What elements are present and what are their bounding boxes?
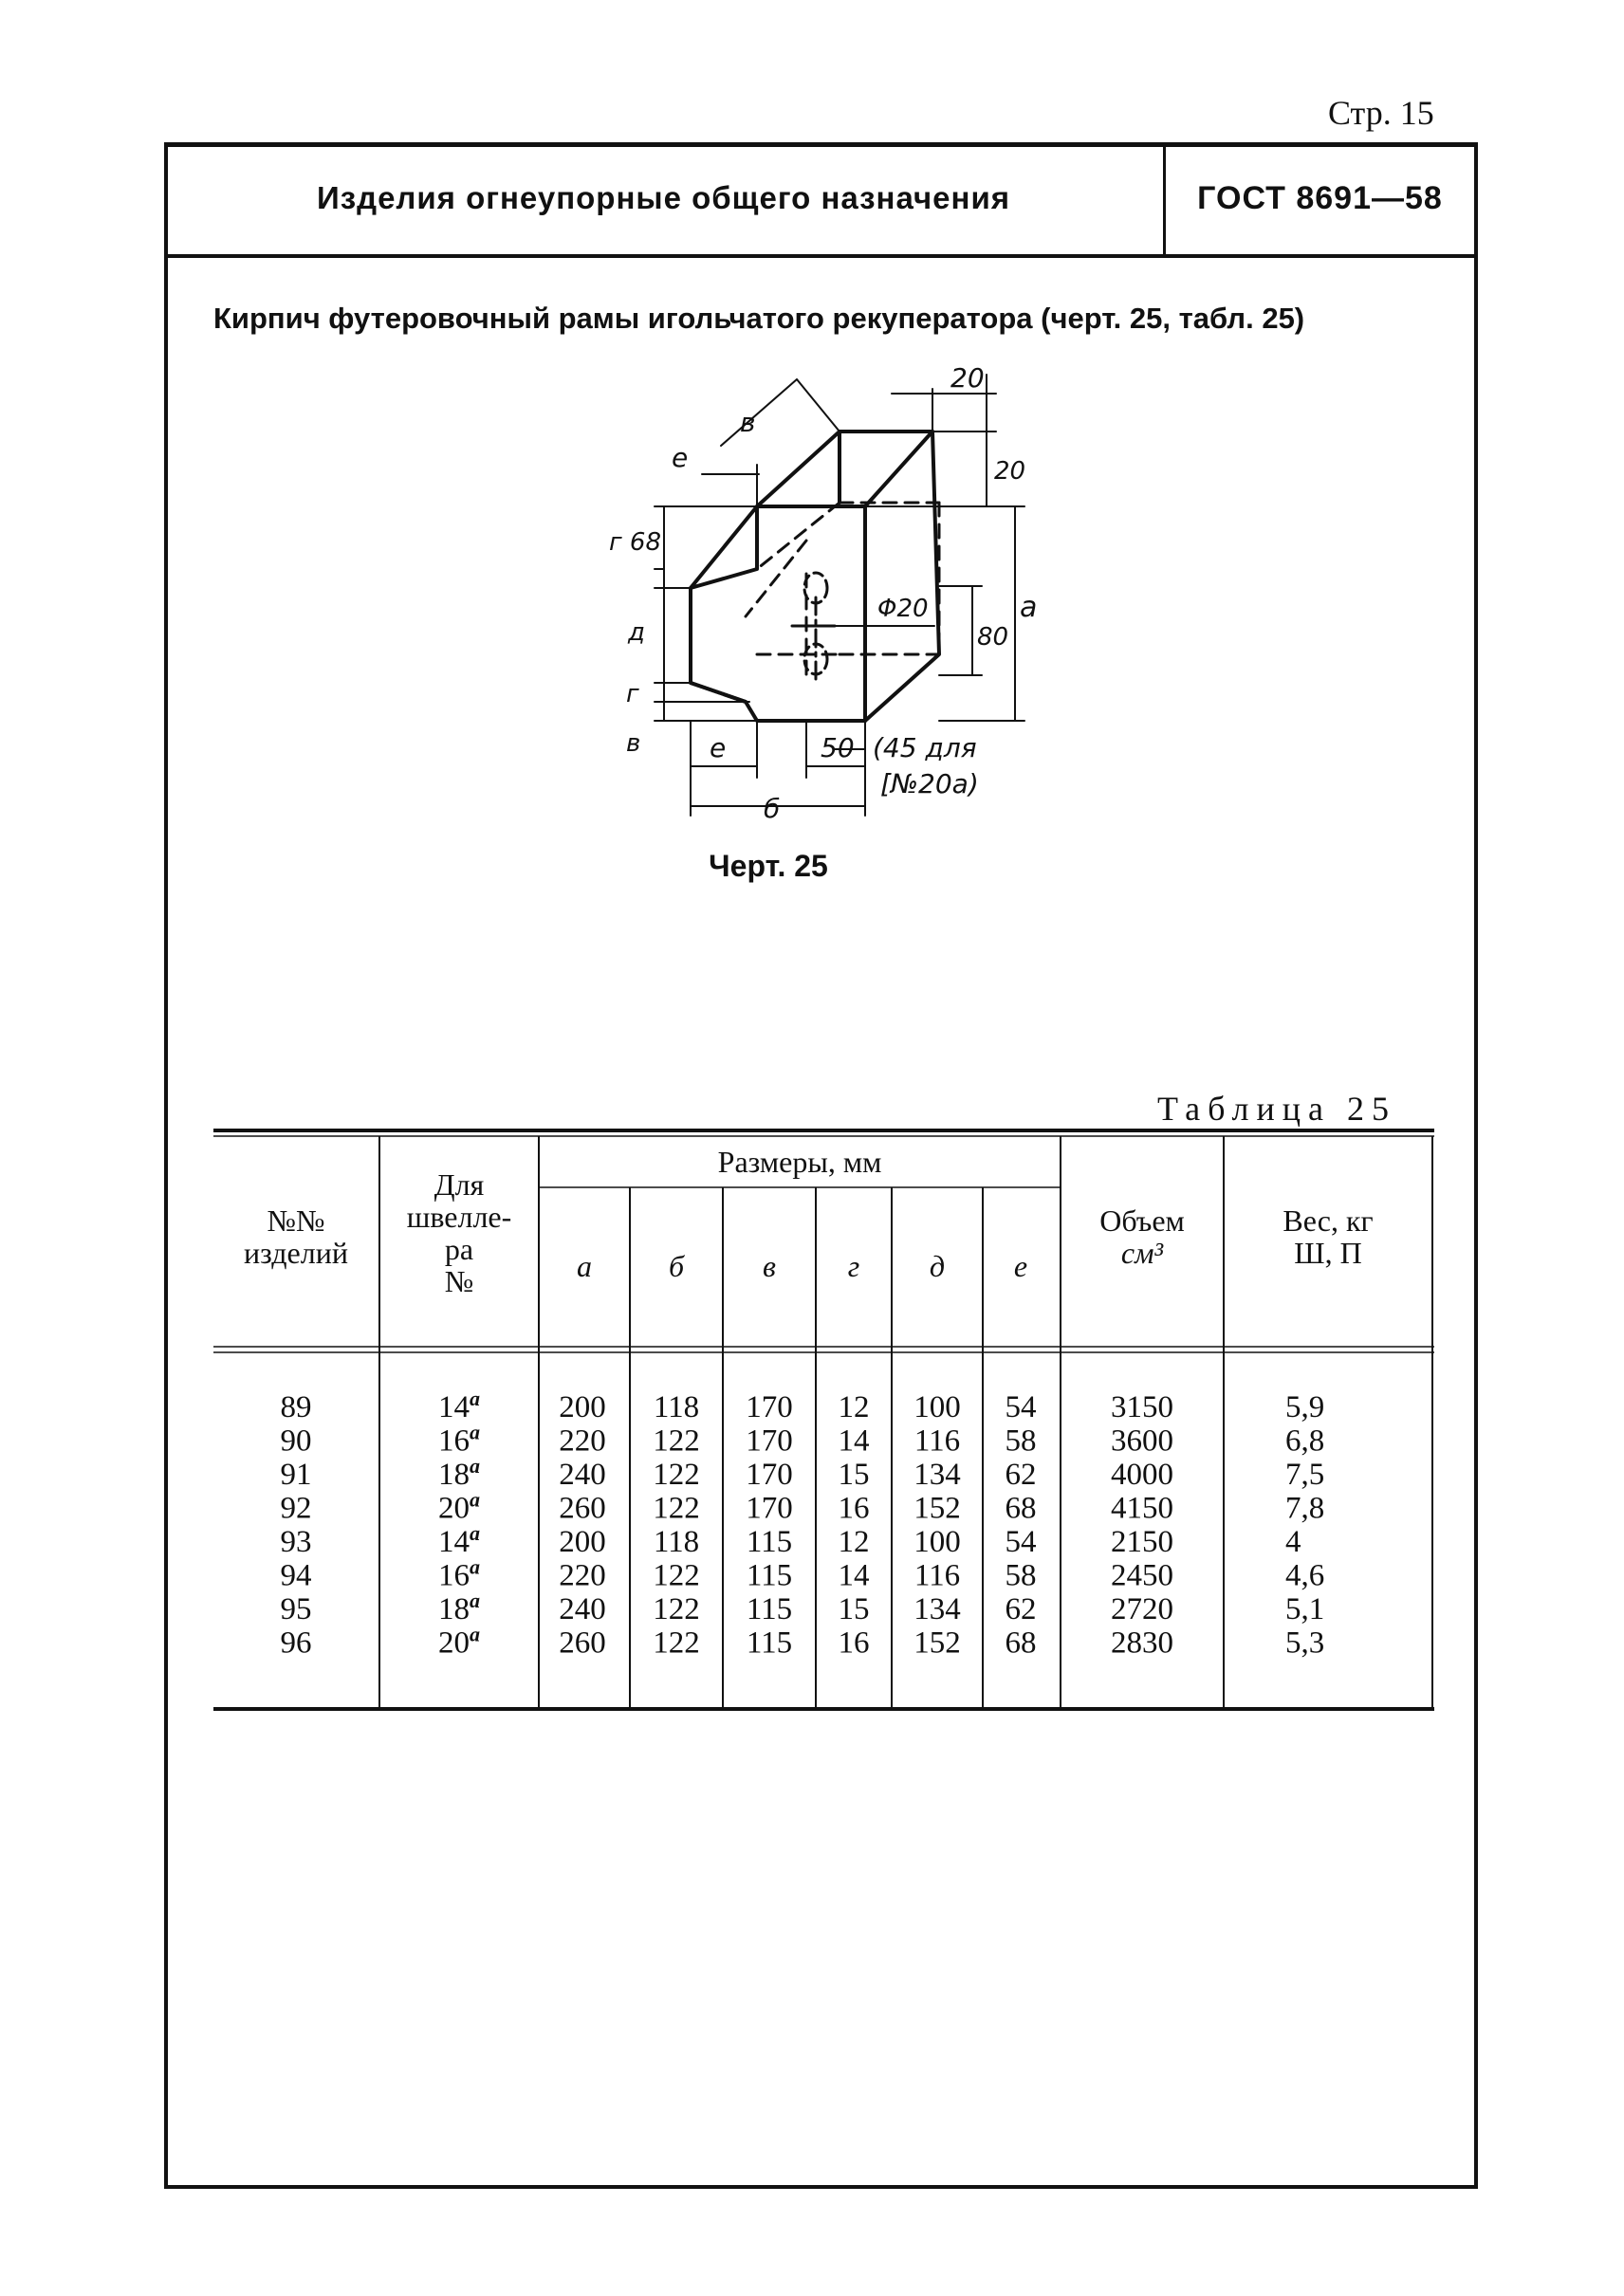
th-channel-line3: ра bbox=[444, 1232, 474, 1266]
cell-channel-sup: а bbox=[470, 1622, 480, 1646]
cell-weight: 4,6 bbox=[1285, 1558, 1325, 1593]
cell-a: 240 bbox=[559, 1458, 606, 1492]
cell-d: 134 bbox=[914, 1592, 961, 1626]
cell-b: 118 bbox=[653, 1390, 700, 1424]
cell-d: 152 bbox=[914, 1491, 961, 1526]
table-caption: Таблица 25 bbox=[1157, 1090, 1396, 1128]
dim-label-50: 50 bbox=[821, 732, 855, 763]
cell-a: 240 bbox=[559, 1592, 606, 1626]
cell-channel-number: 20 bbox=[438, 1626, 470, 1661]
table-body bbox=[281, 1387, 1325, 1661]
cell-volume: 2830 bbox=[1111, 1626, 1173, 1661]
cell-g: 15 bbox=[838, 1592, 870, 1626]
brick-drawing bbox=[588, 360, 1081, 825]
dim-label-b-bottom: б bbox=[764, 793, 781, 824]
dim-label-d: д bbox=[628, 618, 645, 647]
section-heading: Кирпич футеровочный рамы игольчатого рекуператора (черт. 25, табл. 25) bbox=[213, 302, 1305, 335]
hidden-edges bbox=[746, 503, 939, 683]
header-rule bbox=[164, 254, 1478, 258]
cell-channel-sup: а bbox=[470, 1554, 480, 1579]
th-item-line2: изделий bbox=[244, 1236, 348, 1270]
cell-b: 122 bbox=[653, 1424, 700, 1459]
cell-g: 15 bbox=[838, 1458, 870, 1492]
cell-channel-sup: а bbox=[470, 1387, 480, 1410]
cell-channel bbox=[438, 1488, 480, 1526]
th-item-line1: №№ bbox=[267, 1203, 325, 1238]
cell-e: 54 bbox=[1005, 1390, 1037, 1424]
cell-channel-sup: а bbox=[470, 1420, 480, 1444]
cell-g: 12 bbox=[838, 1525, 870, 1559]
th-dim-d: д bbox=[929, 1249, 946, 1283]
cell-b: 122 bbox=[653, 1592, 700, 1626]
cell-b: 118 bbox=[653, 1525, 700, 1559]
cell-b: 122 bbox=[653, 1626, 700, 1661]
cell-volume: 3150 bbox=[1111, 1390, 1173, 1424]
cell-volume: 2720 bbox=[1111, 1592, 1173, 1626]
cell-v: 115 bbox=[746, 1525, 793, 1559]
cell-a: 220 bbox=[559, 1558, 606, 1593]
th-channel-line1: Для bbox=[434, 1167, 485, 1202]
header-title: Изделия огнеупорные общего назначения bbox=[317, 180, 1010, 215]
cell-item: 90 bbox=[280, 1424, 312, 1459]
cell-v: 170 bbox=[746, 1424, 793, 1459]
frame-right-rule bbox=[1474, 142, 1478, 2189]
cell-e: 62 bbox=[1005, 1592, 1037, 1626]
th-weight-line1: Вес, кг bbox=[1283, 1203, 1374, 1238]
cell-e: 54 bbox=[1005, 1525, 1037, 1559]
cell-b: 122 bbox=[653, 1491, 700, 1526]
drawing-caption: Черт. 25 bbox=[709, 849, 828, 883]
dim-label-e-top: е bbox=[672, 442, 689, 473]
cell-d: 116 bbox=[914, 1424, 961, 1459]
th-dim-a: а bbox=[577, 1249, 592, 1283]
page-number: Стр. 15 bbox=[1328, 94, 1434, 132]
dim-label-20-side: 20 bbox=[994, 457, 1026, 486]
th-dim-e: е bbox=[1013, 1249, 1028, 1283]
dim-note-line1: (45 для bbox=[873, 732, 977, 763]
cell-channel bbox=[438, 1454, 480, 1492]
cell-item: 96 bbox=[280, 1626, 312, 1661]
cell-channel-number: 18 bbox=[438, 1458, 470, 1492]
cell-channel-sup: а bbox=[470, 1487, 480, 1512]
cell-a: 260 bbox=[559, 1626, 606, 1661]
dim-label-g: г bbox=[626, 680, 639, 708]
cell-e: 58 bbox=[1005, 1558, 1037, 1593]
cell-g: 12 bbox=[838, 1390, 870, 1424]
frame-left-rule bbox=[164, 142, 168, 2189]
cell-e: 62 bbox=[1005, 1458, 1037, 1492]
th-channel-line4: № bbox=[444, 1264, 474, 1298]
cell-weight: 7,8 bbox=[1285, 1491, 1325, 1526]
cell-channel-number: 20 bbox=[438, 1491, 470, 1526]
cell-weight: 5,9 bbox=[1285, 1390, 1325, 1424]
cell-e: 68 bbox=[1005, 1626, 1037, 1661]
cell-b: 122 bbox=[653, 1558, 700, 1593]
cell-item: 91 bbox=[280, 1458, 312, 1492]
cell-v: 115 bbox=[746, 1558, 793, 1593]
th-dim-g: г bbox=[847, 1249, 860, 1283]
cell-item: 92 bbox=[280, 1491, 312, 1526]
cell-volume: 3600 bbox=[1111, 1424, 1173, 1459]
cell-channel-number: 14 bbox=[438, 1525, 470, 1559]
cell-channel-number: 18 bbox=[438, 1592, 470, 1626]
dim-label-a: а bbox=[1020, 591, 1038, 624]
cell-d: 134 bbox=[914, 1458, 961, 1492]
cell-d: 100 bbox=[914, 1390, 961, 1424]
cell-b: 122 bbox=[653, 1458, 700, 1492]
cell-weight: 5,3 bbox=[1285, 1626, 1325, 1661]
cell-v: 115 bbox=[746, 1626, 793, 1661]
dim-label-g68: г 68 bbox=[609, 528, 662, 557]
th-volume-line1: Объем bbox=[1099, 1203, 1185, 1238]
cell-channel bbox=[438, 1555, 480, 1593]
cell-channel-number: 16 bbox=[438, 1424, 470, 1459]
cell-g: 16 bbox=[838, 1626, 870, 1661]
cell-item: 93 bbox=[280, 1525, 312, 1559]
dim-label-v: в bbox=[626, 729, 641, 758]
cell-channel-number: 14 bbox=[438, 1390, 470, 1424]
th-channel-line2: швелле- bbox=[406, 1200, 512, 1234]
cell-volume: 4000 bbox=[1111, 1458, 1173, 1492]
th-volume-line2: см³ bbox=[1120, 1236, 1164, 1270]
cell-item: 95 bbox=[280, 1592, 312, 1626]
cell-v: 170 bbox=[746, 1390, 793, 1424]
cell-volume: 2150 bbox=[1111, 1525, 1173, 1559]
hole-outline bbox=[792, 573, 835, 683]
standard-code: ГОСТ 8691—58 bbox=[1197, 179, 1443, 216]
cell-channel bbox=[438, 1623, 480, 1661]
dim-label-e-bottom: е bbox=[710, 732, 727, 763]
frame-bottom-rule bbox=[164, 2185, 1478, 2189]
cell-weight: 6,8 bbox=[1285, 1424, 1325, 1459]
cell-a: 200 bbox=[559, 1390, 606, 1424]
cell-weight: 5,1 bbox=[1285, 1592, 1325, 1626]
th-weight-line2: Ш, П bbox=[1294, 1236, 1362, 1270]
dim-label-80: 80 bbox=[977, 623, 1009, 652]
cell-channel bbox=[438, 1387, 480, 1424]
cell-weight: 4 bbox=[1285, 1525, 1301, 1559]
cell-g: 14 bbox=[838, 1424, 870, 1459]
cell-channel bbox=[438, 1589, 480, 1626]
cell-e: 68 bbox=[1005, 1491, 1037, 1526]
cell-d: 100 bbox=[914, 1525, 961, 1559]
cell-channel-sup: а bbox=[470, 1454, 480, 1478]
dim-note-line2: [№20а) bbox=[880, 768, 979, 799]
cell-volume: 4150 bbox=[1111, 1491, 1173, 1526]
dim-label-20-top: 20 bbox=[950, 362, 985, 394]
th-dim-v: в bbox=[763, 1249, 776, 1283]
dim-label-v-top: в bbox=[740, 407, 756, 438]
cell-item: 94 bbox=[280, 1558, 312, 1593]
cell-volume: 2450 bbox=[1111, 1558, 1173, 1593]
cell-g: 16 bbox=[838, 1491, 870, 1526]
th-dimensions: Размеры, мм bbox=[717, 1145, 882, 1179]
dimensions-table bbox=[212, 1129, 1438, 1717]
cell-a: 200 bbox=[559, 1525, 606, 1559]
cell-g: 14 bbox=[838, 1558, 870, 1593]
cell-channel bbox=[438, 1521, 480, 1559]
cell-a: 260 bbox=[559, 1491, 606, 1526]
cell-v: 115 bbox=[746, 1592, 793, 1626]
cell-d: 152 bbox=[914, 1626, 961, 1661]
dim-label-phi20: Φ20 bbox=[877, 595, 929, 623]
cell-channel bbox=[438, 1421, 480, 1459]
cell-weight: 7,5 bbox=[1285, 1458, 1325, 1492]
cell-a: 220 bbox=[559, 1424, 606, 1459]
cell-e: 58 bbox=[1005, 1424, 1037, 1459]
cell-item: 89 bbox=[280, 1390, 312, 1424]
cell-channel-number: 16 bbox=[438, 1558, 470, 1593]
cell-d: 116 bbox=[914, 1558, 961, 1593]
cell-channel-sup: а bbox=[470, 1521, 480, 1545]
cell-v: 170 bbox=[746, 1491, 793, 1526]
th-dim-b: б bbox=[668, 1249, 685, 1283]
cell-channel-sup: а bbox=[470, 1589, 480, 1612]
cell-v: 170 bbox=[746, 1458, 793, 1492]
